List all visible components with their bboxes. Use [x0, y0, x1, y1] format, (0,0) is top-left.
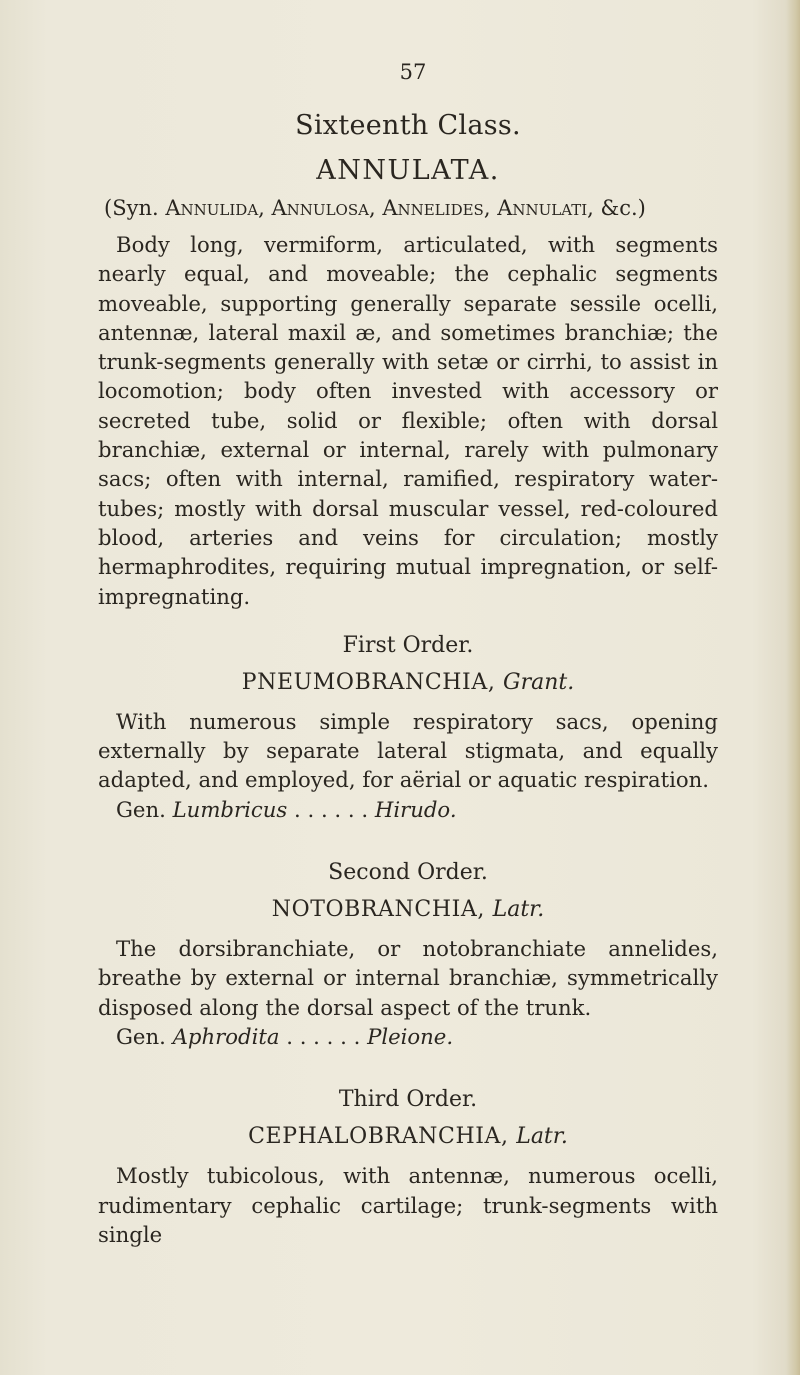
order-heading: Second Order. [328, 860, 488, 886]
order-description: Mostly tubicolous, with antennæ, numerous ocelli, rudimentary cephalic cartilage; trunk-segments with single [98, 1163, 718, 1247]
order-author: Latr. [516, 1124, 568, 1150]
genus-first: Lumbricus [172, 796, 288, 822]
order-heading: Third Order. [338, 1087, 478, 1113]
page-edge-shadow [786, 0, 800, 1375]
order-name [98, 1124, 718, 1149]
order-title: NOTOBRANCHIA, [271, 897, 485, 923]
page-number: 57 [399, 60, 427, 84]
genus-last: Hirudo. [374, 796, 457, 822]
order-description: The dorsibranchiate, or notobranchiate annelides, breathe by external or internal branchiæ, symmetrically disposed along the dorsal aspect of the trunk. [98, 936, 718, 1020]
genus-last: Pleione. [367, 1023, 454, 1049]
order-author: Latr. [492, 897, 545, 923]
genera-line [98, 1022, 718, 1051]
class-heading: Sixteenth Class. [295, 110, 521, 141]
order-author: Grant. [503, 669, 575, 695]
order-heading: First Order. [342, 632, 474, 658]
synonym-name: Annulosa, [271, 196, 376, 220]
order-name [98, 670, 718, 695]
gen-label: Gen. [116, 796, 166, 822]
synonyms-line [98, 196, 718, 220]
page-content [98, 60, 718, 1249]
synonym-name: Annelides, [382, 196, 491, 220]
synonym-name: Annulati, [497, 196, 594, 220]
genera-dots: . . . . . . [287, 796, 375, 822]
class-description: Body long, vermiform, articulated, with segments nearly equal, and moveable; the cephalic segments moveable, supporting generally separate sessile ocelli, antennæ, lateral maxil æ, and sometimes branchiæ; the trunk-segments generally with setæ or cirrhi, to assist in locomotion; body often invested with accessory or secreted tube, solid or flexible; often with dorsal branchiæ, external or internal, rarely with pulmonary sacs; often with internal, ramified, respiratory water-tubes; mostly with dorsal muscular vessel, red-coloured blood, arteries and veins for circulation; mostly hermaphrodites, requiring mutual impregnation, or self-impregnating. [98, 232, 718, 609]
order-title: CEPHALOBRANCHIA, [248, 1124, 509, 1150]
genera-dots: . . . . . . [279, 1023, 368, 1049]
synonym-name: Annulida, [165, 196, 265, 220]
synonyms-close: &c.) [600, 196, 646, 220]
genera-line [98, 795, 718, 824]
synonyms-open: (Syn. [104, 196, 159, 220]
gen-label: Gen. [116, 1023, 166, 1049]
group-title: ANNULATA. [316, 155, 500, 186]
genus-first: Aphrodita [172, 1023, 280, 1049]
order-description: With numerous simple respiratory sacs, opening externally by separate lateral stigmata, and equally adapted, and employed, for aërial or aquatic respiration. [98, 708, 718, 793]
order-name [98, 897, 718, 922]
order-title: PNEUMOBRANCHIA, [241, 669, 496, 695]
